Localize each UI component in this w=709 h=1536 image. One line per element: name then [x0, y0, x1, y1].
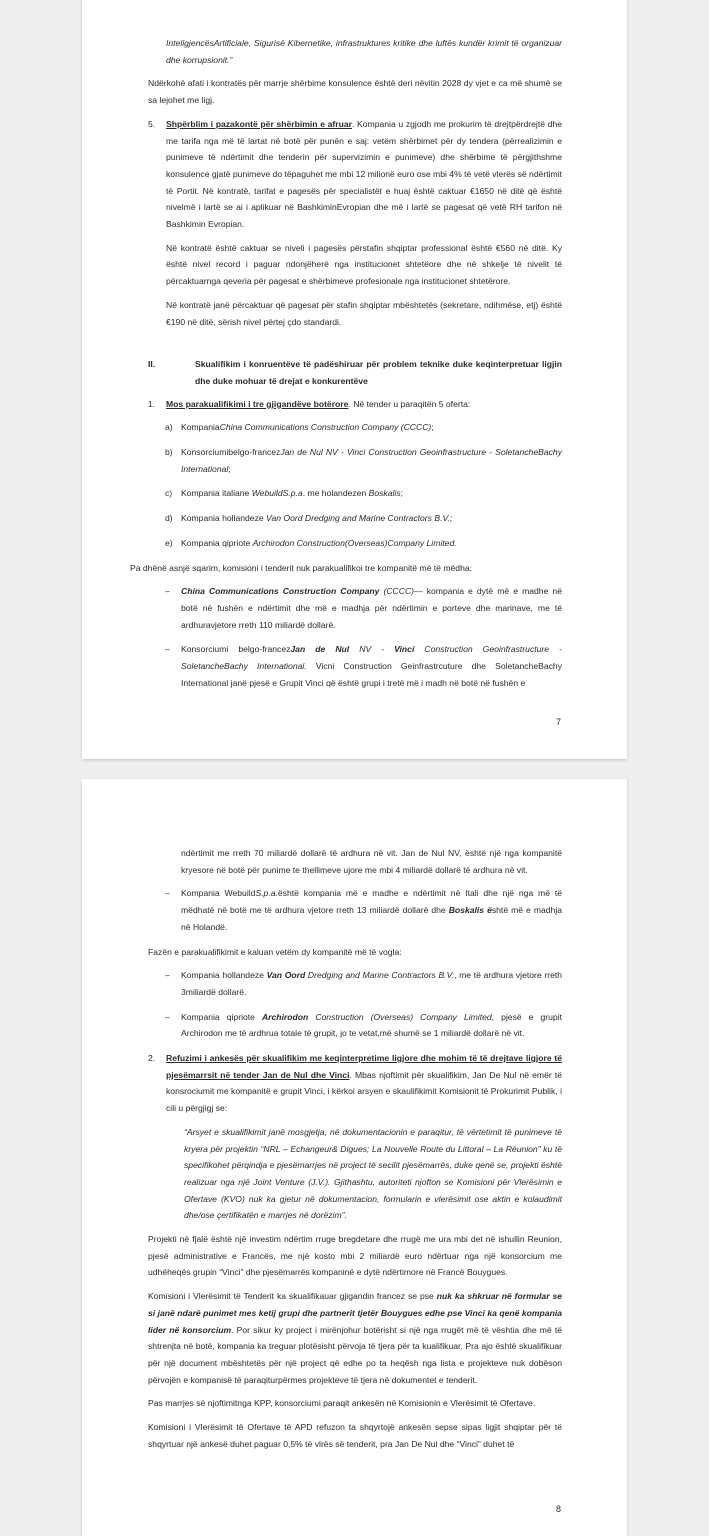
company-name-1: Jan de Nul: [290, 644, 350, 655]
offer-item-b: [148, 444, 562, 477]
paragraph-refuse: Komisioni i Vlerësimit të Ofertave të APD refuzon ta shqyrtojë ankesën sepse sipas ligjit shqiptar për të shqyrtuar një ankesë duhet paguar 0,5% të vlrës së tenderit, pra Jan De Nul dhe “Vinci” duhet të: [148, 1422, 562, 1449]
company-prefix: Kompania hollandeze: [181, 970, 267, 981]
company-prefix: Konsorciumi belgo-francez: [181, 644, 291, 655]
list-letter: e): [165, 537, 173, 548]
item-title: Shpërblim i pazakontë për shërbimin e afruar: [166, 118, 352, 129]
paragraph-project: Projekti në fjalë është një investim ndërtim rruge bregdetare dhe rrugë me ura mbi det në ishullin Reunion, pjesë administrative e Francës, me një kosto mbi 2 miliardë euro ndërtuar nga një konsorcium me udhëheqës grupin “Vinci” dhe pjesëmarrës kompaninë e dytë ndërtimore në Francë Bouygues.: [148, 1234, 562, 1278]
paragraph-no-clarification: Pa dhënë asnjë sqarim, komisioni i tenderit nuk parakualifikoi tre kompanitë më të mëdha:: [130, 562, 473, 573]
offer-item-a: [148, 419, 562, 436]
offer-suffix: ;: [400, 488, 404, 499]
page-number: 7: [555, 717, 561, 727]
page-content: [148, 845, 562, 1460]
commission-emphasis: nuk ka shkruar në formular se si janë ndarë punimet mes ketij grupi dhe partnerit tjetër Bouygues edhe pse Vinci ka qenë kompania lider në konsorcium: [148, 1291, 562, 1335]
offer-name: Archirodon Construction(Overseas)Company Limited.: [252, 537, 457, 548]
dash-bullet: –: [165, 644, 170, 655]
company-name-2b: Construction Geoinfrastructure - SoletancheBachy International.: [181, 644, 562, 672]
quote-kvo: “Arsyet e skualifikimit janë mosgjetja, në dokumentacionin e paraqitur, të vërtetimit të punimeve të kryera për projektin “NRL – Echangeur& Digues; La Nouvelle Route du Littoral – La Réunion” ku të specifikohet përqindja e pjesëmarrjes në project të secilit pjesëmarrës, duke qenë se, projekti është realizuar nga një Joint Venture (J.V.). Gjithashtu, autoriteti njofton se Komisioni për Vlerësimin e Ofertave (KVO) nuk ka gjetur në dokumentacion, formularin e vlerësimit ose aktin e kolaudimit dhe/ose çertifikatën e marrjes në dorëzim”.: [184, 1126, 562, 1221]
offer-item-e: [148, 535, 562, 552]
list-item-1: [148, 396, 562, 413]
company-name-boskalis: Boskalis ë: [448, 905, 492, 916]
quote-end: InteligjencësArtificiale, Sigurisë Kibernetike, infrastruktures kritike dhe luftës kundër krimit të organizuar dhe korrupsionit.”: [166, 38, 562, 65]
paragraph-commission: [148, 1288, 562, 1388]
commission-text-start: Komisioni i Vlerësimit të Tenderit ka skualifikauar gjigandin francez se pse: [148, 1291, 437, 1302]
dash-bullet: –: [165, 970, 170, 981]
company-prefix: Kompania qipriote: [181, 1011, 262, 1022]
company-name-rest: Construction (Overseas) Company Limited: [308, 1011, 492, 1022]
big-company-cccc: [148, 583, 562, 633]
company-description: — kompania e dytë më e madhe në botë në fushën e ndërtimit dhe më e madhja për ndërtimin e porteve dhe marinave, me të ardhuravjetore rreth 110 miliardë dollarë.: [181, 586, 562, 630]
document-page-7: [82, 0, 627, 759]
section-title: Skualifikim i konruentëve të padëshiruar për problem teknike duke keqinterpretuar ligjin dhe duke mohuar të drejat e konkurentëve: [195, 359, 562, 386]
dash-bullet: –: [165, 888, 170, 899]
dash-bullet: –: [165, 586, 170, 597]
offer-prefix: Kompania: [181, 422, 220, 433]
list-letter: c): [165, 488, 173, 499]
company-suffix: S.p.a.: [255, 888, 278, 899]
list-letter: d): [165, 513, 173, 524]
paragraph-passed: Fazën e parakualifikimit e kaluan vetëm dy kompanitë më të vogla:: [148, 946, 402, 957]
list-item-2: [148, 1050, 562, 1117]
commission-text-end: . Por sikur ky project i mirënjohur botërisht si një nga rrugët më të vështia dhe më të shtrenjta në botë, kompania ka treguar plotësisht përvoja të tjera për ta kualifikuar. Pra ajo është skualifikuar për një document mbështetës për një project që edhe po ta heqësh nga lista e projekteve nuk dobëson përvojën e kompanisë të paraqiturpërmes projekteve të tjera në dokumentet e tenderit.: [148, 1324, 562, 1385]
big-company-webuild: [148, 885, 562, 935]
company-name: China Communications Construction Company: [181, 586, 380, 597]
page-content: [130, 35, 563, 700]
offer-prefix: Konsorciumibelgo-francez: [181, 447, 281, 458]
company-name: Archirodon: [261, 1011, 309, 1022]
big-company-jan-de-nul-vinci: [148, 641, 562, 691]
offer-mid: . me holandezen: [302, 488, 369, 499]
list-letter: b): [165, 447, 173, 458]
paragraph-deadline: Ndërkohë afati i kontratës për marrje shërbime konsulence është deri nëvitin 2028 dy vjet e ca më shumë se sa lejohet me ligj.: [148, 78, 562, 106]
section-heading-ii: [148, 356, 562, 389]
offer-name: Van Oord Dredging and Marine Contractors B.V.;: [266, 513, 453, 524]
paragraph-fee-560: Në kontratë është caktuar se niveli i pagesës përstafin shqiptar professional është €560 në ditë. Ky është nivel record i paguar ndonjëherë nga institucionet shtetëore dhe në shkelje të nivelit të përcaktuarnga qeveria për pagesat e shërbimeve profesionale nga institucionet shtetërore.: [166, 242, 562, 287]
item-title: Refuzimi i ankesës për skualifikim me keqinterpretime ligjore dhe mohim të të drejtave ligjore të pjesëmarrsit në tender Jan de Nul dhe Vinci: [166, 1053, 562, 1080]
offer-item-c: [148, 485, 562, 502]
offer-prefix: Kompania qipriote: [181, 537, 253, 548]
section-number: II.: [148, 359, 156, 370]
company-name-rest: Dredging and Marine Contractors B.V.: [305, 970, 455, 981]
item-text: . Kompania u zgjodh me prokurim të drejtpërdrejtë dhe me tarifa nga më të lartat në botë për punën e saj: vetëm shërbimet për dy tendera (përrealizimin e punimeve të ndërtimit dhe tenderin për supervizimin e punimeve) dhe shërbime të përgjithshme konsulence gjatë punimeve do tëpaguhet me mbi 12 milionë euro ose mbi 4% të vetë vlerës së ndërtimit të Portit. Në kontratë, tarifat e pagesës për specialistët e huaj është caktuar €1650 në ditë që është nivelmë i lartë se ai i aplikuar në BashkiminEvropian dhe më i lartë se pagesat që vetë RH tarifon në Bashkimin Evropian.: [166, 118, 563, 230]
offer-name: Jan de Nul NV - Vinci Construction Geoinfrastructure - SoletancheBachy International: [181, 447, 562, 474]
paragraph-after-kpp: Pas marrjes së njoftimitnga KPP, konsorciumi paraqit ankesën në Komisionin e Vlerësimit të Ofertave.: [148, 1398, 536, 1409]
company-name-2: Vinci: [394, 644, 415, 655]
list-number: 1.: [148, 398, 156, 409]
small-company-archirodon: [148, 1009, 562, 1042]
item-title: Mos parakualifikimi i tre gjigandëve botërore: [166, 398, 349, 409]
paragraph-fee-190: Në kontratë janë përcaktuar që pagesat për stafin shqiptar mbështetës (sekretare, ndihmëse, etj) është €190 në ditë, sërish nivel përtej çdo standardi.: [166, 299, 562, 327]
company-description: është kompania më e madhe e ndërtimit në Itali dhe një nga më të mëdhatë në botë me të ardhura vjetore rreth 13 miliardë dollarë dhe: [181, 888, 562, 916]
company-description: , me të ardhura vjetore rreth 3miliardë dollarë.: [181, 970, 563, 997]
list-letter: a): [165, 422, 173, 433]
company-abbr: (CCCC): [379, 586, 415, 597]
company-prefix: Kompania Webuild: [181, 888, 256, 899]
company-name-1b: NV -: [349, 644, 395, 655]
item-text: . Në tender u paraqitën 5 oferta:: [348, 398, 471, 409]
big-company-continuation: ndërtimit me rreth 70 miliardë dollarë të ardhura në vit. Jan de Nul NV, është një nga kompanitë kryesore në botë për punime te thellimeve ujore me mbi 4 miliardë dollarë të ardhura në vit.: [181, 848, 562, 875]
offer-name: WebuildS.p.a: [251, 488, 303, 499]
list-item-5: [148, 116, 562, 233]
document-page-8: [82, 779, 627, 1536]
offer-name-2: Boskalis: [368, 488, 401, 499]
company-name: Van Oord: [266, 970, 306, 981]
company-description: , pjesë e grupit Archirodon me të ardhrua totale të grupit, jo te vetat,më shumë se 1 miliardë dollarë në vit.: [181, 1011, 562, 1039]
small-company-van-oord: [148, 967, 562, 1000]
list-number: 5.: [148, 118, 156, 129]
list-number: 2.: [148, 1053, 156, 1064]
offer-suffix: ;: [431, 422, 434, 433]
offer-item-d: [148, 510, 562, 527]
page-number: 8: [555, 1504, 561, 1514]
offer-prefix: Kompania italiane: [181, 488, 252, 499]
company-description-end: shtë më e madhja në Holandë.: [181, 905, 563, 932]
item-text: . Mbas njoftimit për skualifikim, Jan De Nul në emër të konsrociumit me kompanitë e grupit Vinci, i kërkoi arsyen e skaulifikimit Komisionit të Prokurimit Publik, i cili u përgjigj se:: [166, 1069, 562, 1114]
offer-name: China Communications Construction Company (CCCC): [219, 422, 432, 433]
offer-suffix: ;: [228, 463, 231, 474]
company-description: Vicni Construction Geinfrastrcuture dhe SoletancheBachy International janë pjesë e Grupit Vinci që është grupi i tretë më i madh në botë në fushën e: [181, 661, 562, 688]
offer-prefix: Kompania hollandeze: [181, 513, 267, 524]
dash-bullet: –: [165, 1011, 170, 1022]
